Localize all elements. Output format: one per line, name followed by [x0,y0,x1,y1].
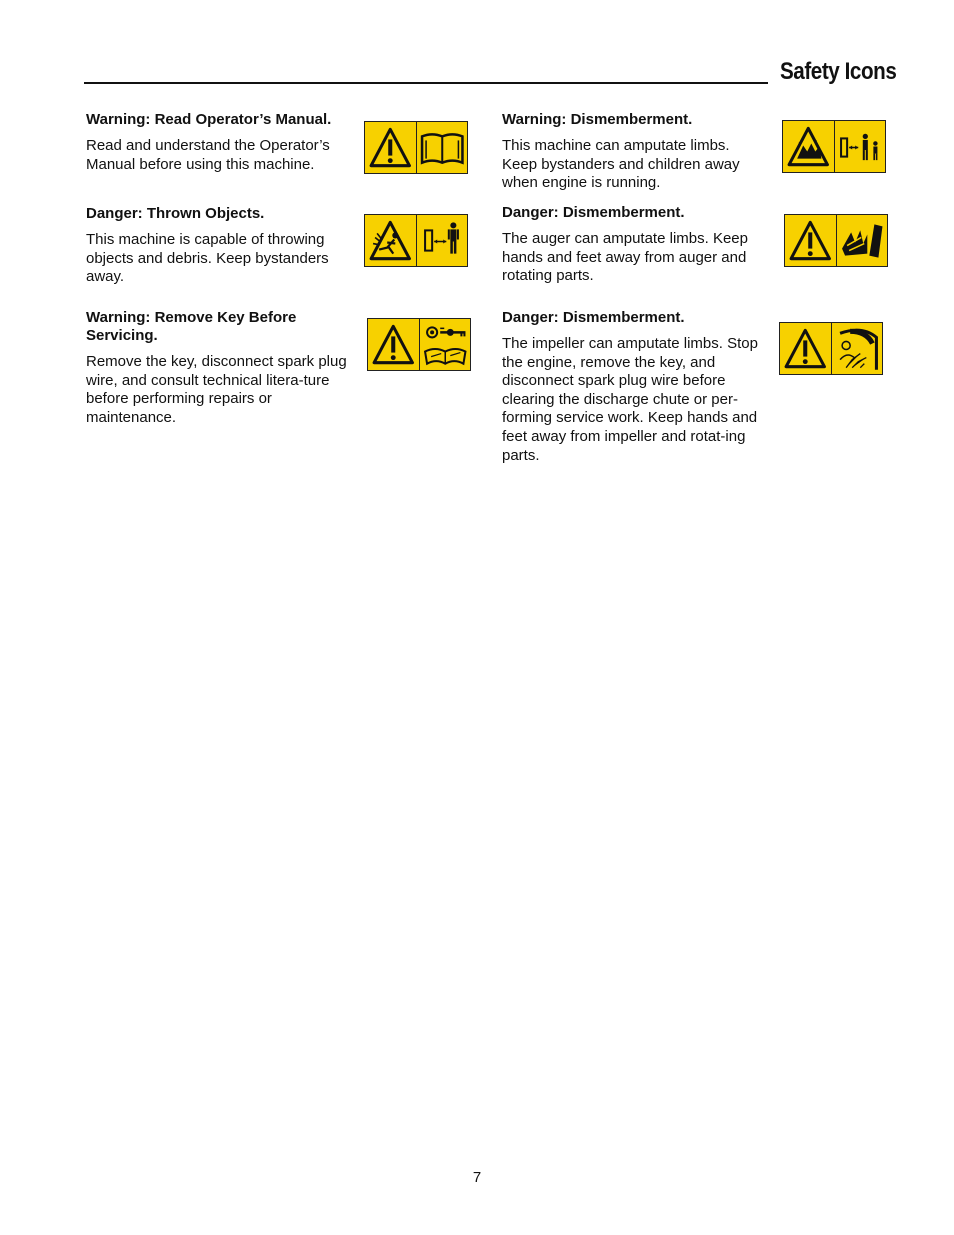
section-body: The impeller can amputate limbs. Stop the engine, remove the key, and disconnect spark plug wire before clearing the discharge chute or per-forming service work. Keep hands and feet away from impeller and rotat-ing parts. [502,335,758,464]
section-body: This machine can amputate limbs. Keep bystanders and children away when engine is running. [502,137,740,192]
bystander-child-distance-icon [834,121,886,172]
impeller-danger-decal [779,322,883,375]
section-body: Read and understand the Operator’s Manual before using this machine. [86,137,330,173]
bystander-distance-icon [416,215,468,266]
section-body: This machine is capable of throwing objects and debris. Keep bystanders away. [86,231,329,286]
thrown-objects-decal [364,214,468,267]
page-title: Safety Icons [779,58,896,85]
page-number: 7 [472,1169,482,1186]
section-heading: Warning: Remove Key Before Servicing. [86,309,297,344]
section-read-manual [86,111,348,174]
section-dismemberment-auger [502,204,766,286]
warning-triangle-icon [785,215,836,266]
warning-triangle-icon [368,319,419,370]
auger-danger-decal [784,214,888,267]
section-thrown-objects [86,205,348,287]
auger-hazard-icon [836,215,888,266]
section-heading: Danger: Dismemberment. [502,309,685,326]
warning-triangle-icon [365,215,416,266]
warning-triangle-icon [780,323,831,374]
section-body: Remove the key, disconnect spark plug wire, and consult technical litera-ture before performing repairs or maintenance. [86,353,347,426]
section-heading: Danger: Dismemberment. [502,204,685,221]
warning-triangle-icon [365,122,416,173]
hand-cut-warning-icon [783,121,834,172]
section-dismemberment-impeller [502,309,766,465]
section-heading: Warning: Dismemberment. [502,111,693,128]
book-icon [416,122,468,173]
section-heading: Danger: Thrown Objects. [86,205,265,222]
key-and-manual-icon [419,319,471,370]
section-body: The auger can amputate limbs. Keep hands and feet away from auger and rotating parts. [502,230,748,285]
header-rule [84,82,768,84]
discharge-chute-hazard-icon [831,323,883,374]
section-remove-key [86,309,348,427]
read-manual-decal [364,121,468,174]
section-heading: Warning: Read Operator’s Manual. [86,111,332,128]
section-dismemberment-warning [502,111,766,193]
remove-key-decal [367,318,471,371]
dismemberment-warning-decal [782,120,886,173]
